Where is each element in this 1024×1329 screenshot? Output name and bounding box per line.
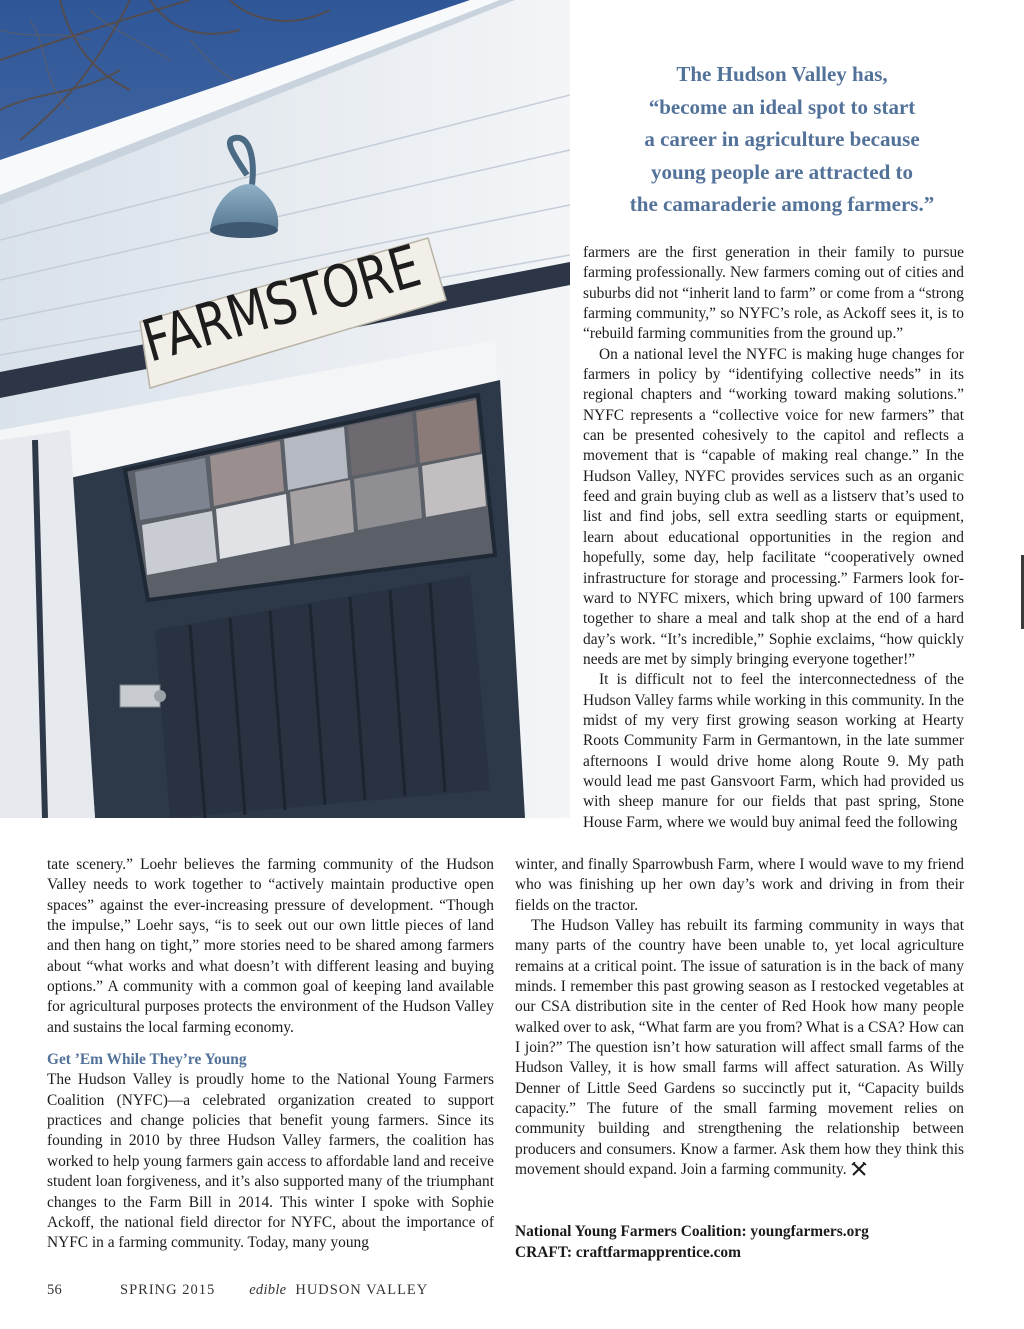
farmstore-photo	[0, 0, 570, 818]
page-number: 56	[47, 1282, 63, 1298]
pull-quote-line: The Hudson Valley has,	[676, 62, 888, 86]
right-column	[583, 243, 964, 833]
lower-right-column	[515, 855, 964, 1181]
credit-line: National Young Farmers Coalition: youngfarmers.org	[515, 1223, 869, 1240]
pull-quote	[592, 58, 972, 221]
pull-quote-line: a career in agriculture because	[644, 127, 920, 151]
fork-and-knife-icon	[851, 1162, 867, 1176]
magazine-name: HUDSON VALLEY	[295, 1282, 429, 1298]
body-paragraph: On a national level the NYFC is making huge changes for farmers in policy by “identifying collective needs” in its regional chapters and “working toward making solutions.” NYFC represents a “collective voice for new farmers” that can be presented cohesively to the capitol and reflects a movement that is “capable of making real change.” In the Hudson Valley, NYFC provides services such as an organic feed and grain buying club as well as a listserv that’s used to list and find jobs, sell extra seedling starts or equipment, learn about educational opportunities in the region and hopefully, some day, help facilitate “cooperatively owned infrastructure for storage and processing.” Farmers look forward to NYFC mixers, which bring upward of 100 farmers together to share a meal and talk shop at the end of a hard day’s work. “It’s incredible,” Sophie exclaims, “how quickly needs are met by simply bringing everyone together!”	[583, 345, 964, 668]
credit-line: CRAFT: craftfarmapprentice.com	[515, 1243, 741, 1261]
pull-quote-line: the camaraderie among farmers.”	[629, 192, 935, 216]
body-paragraph: It is difficult not to feel the interconnectedness of the Hudson Valley farms while working in this community. In the midst of my very first growing season working at Hearty Roots Community Farm in Germantown, in the late summer afternoons I would drive home along Route 9. My path would lead me past Gansvoort Farm, which had provided us with sheep manure for our fields that past spring, Stone House Farm, where we would buy animal feed the following	[583, 671, 964, 831]
left-column	[47, 855, 494, 1254]
closing-text: The Hudson Valley has rebuilt its farming community in ways that many parts of the country have been unable to, yet local agriculture remains at a critical point. The issue of saturation is in the back of many minds. I remember this past growing season as I restocked vegetables at our CSA distribution site in the center of Red Hook how many people walked over to ask, “What farm are you from? What is a CSA? How can I join?” The question isn’t how saturation will affect small farms of the Hudson Valley, it is how small farms will affect saturation. As Willy Denner of Little Seed Gardens so succinctly put it, “Capacity builds capacity.” The future of the small farming movement relies on community building and strengthening the relationship between producers and consumers. Know a farmer. Ask them how they think this movement should expand. Join a farming community.	[515, 917, 964, 1179]
page-footer	[47, 1282, 428, 1299]
pull-quote-line: “become an ideal spot to start	[648, 94, 916, 119]
closing-paragraph	[515, 916, 964, 1180]
issue-label: SPRING 2015	[120, 1282, 216, 1298]
body-paragraph: winter, and finally Sparrowbush Farm, where I would wave to my friend who was finishing up her own day’s work and driving in from their fields on the tractor.	[515, 856, 964, 914]
pull-quote-line: young people are attracted to	[650, 159, 914, 184]
resource-credits	[515, 1222, 975, 1263]
farmstore-sign-text: FARMSTORE	[135, 212, 494, 376]
body-paragraph: The Hudson Valley is proudly home to the National Young Farmers Coalition (NYFC)—a celebrated organization created to support practices and change policies that benefit young farmers. Since its founding in 2010 by three Hudson Valley farmers, the coalition has worked to help young farmers gain access to affordable land and receive student loan forgiveness, and it’s also supported many of the triumphant changes to the Farm Bill in 2014. This winter I spoke with Sophie Ackoff, the national field director for NYFC, about the importance of NYFC in a farming community. Today, many young	[47, 1071, 494, 1252]
body-paragraph: farmers are the first generation in their family to pursue farming professionally. New farmers coming out of cities and suburbs did not “inherit land to farm” or come from a “strong farming community,” so NYFC’s role, as Ackoff sees it, is to “rebuild farming communities from the ground up.”	[583, 244, 964, 343]
body-paragraph: tate scenery.” Loehr believes the farming community of the Hudson Valley needs to work together to “actively maintain productive open spaces” against the ever-increasing pressure of development. “Though the impulse,” Loehr says, “is to seek out our own little pieces of land and then hang on tight,” more stories need to be shared among farmers about “what works and what doesn’t with different leasing and buying options.” A community with a common goal of keeping land available for agricultural purposes protects the environment of the Hudson Valley and sustains the local farming economy.	[47, 856, 494, 1036]
section-subhead: Get ’Em While They’re Young	[47, 1051, 247, 1069]
farmstore-photo-illustration	[0, 0, 570, 818]
magazine-name-edible: edible	[249, 1282, 287, 1298]
